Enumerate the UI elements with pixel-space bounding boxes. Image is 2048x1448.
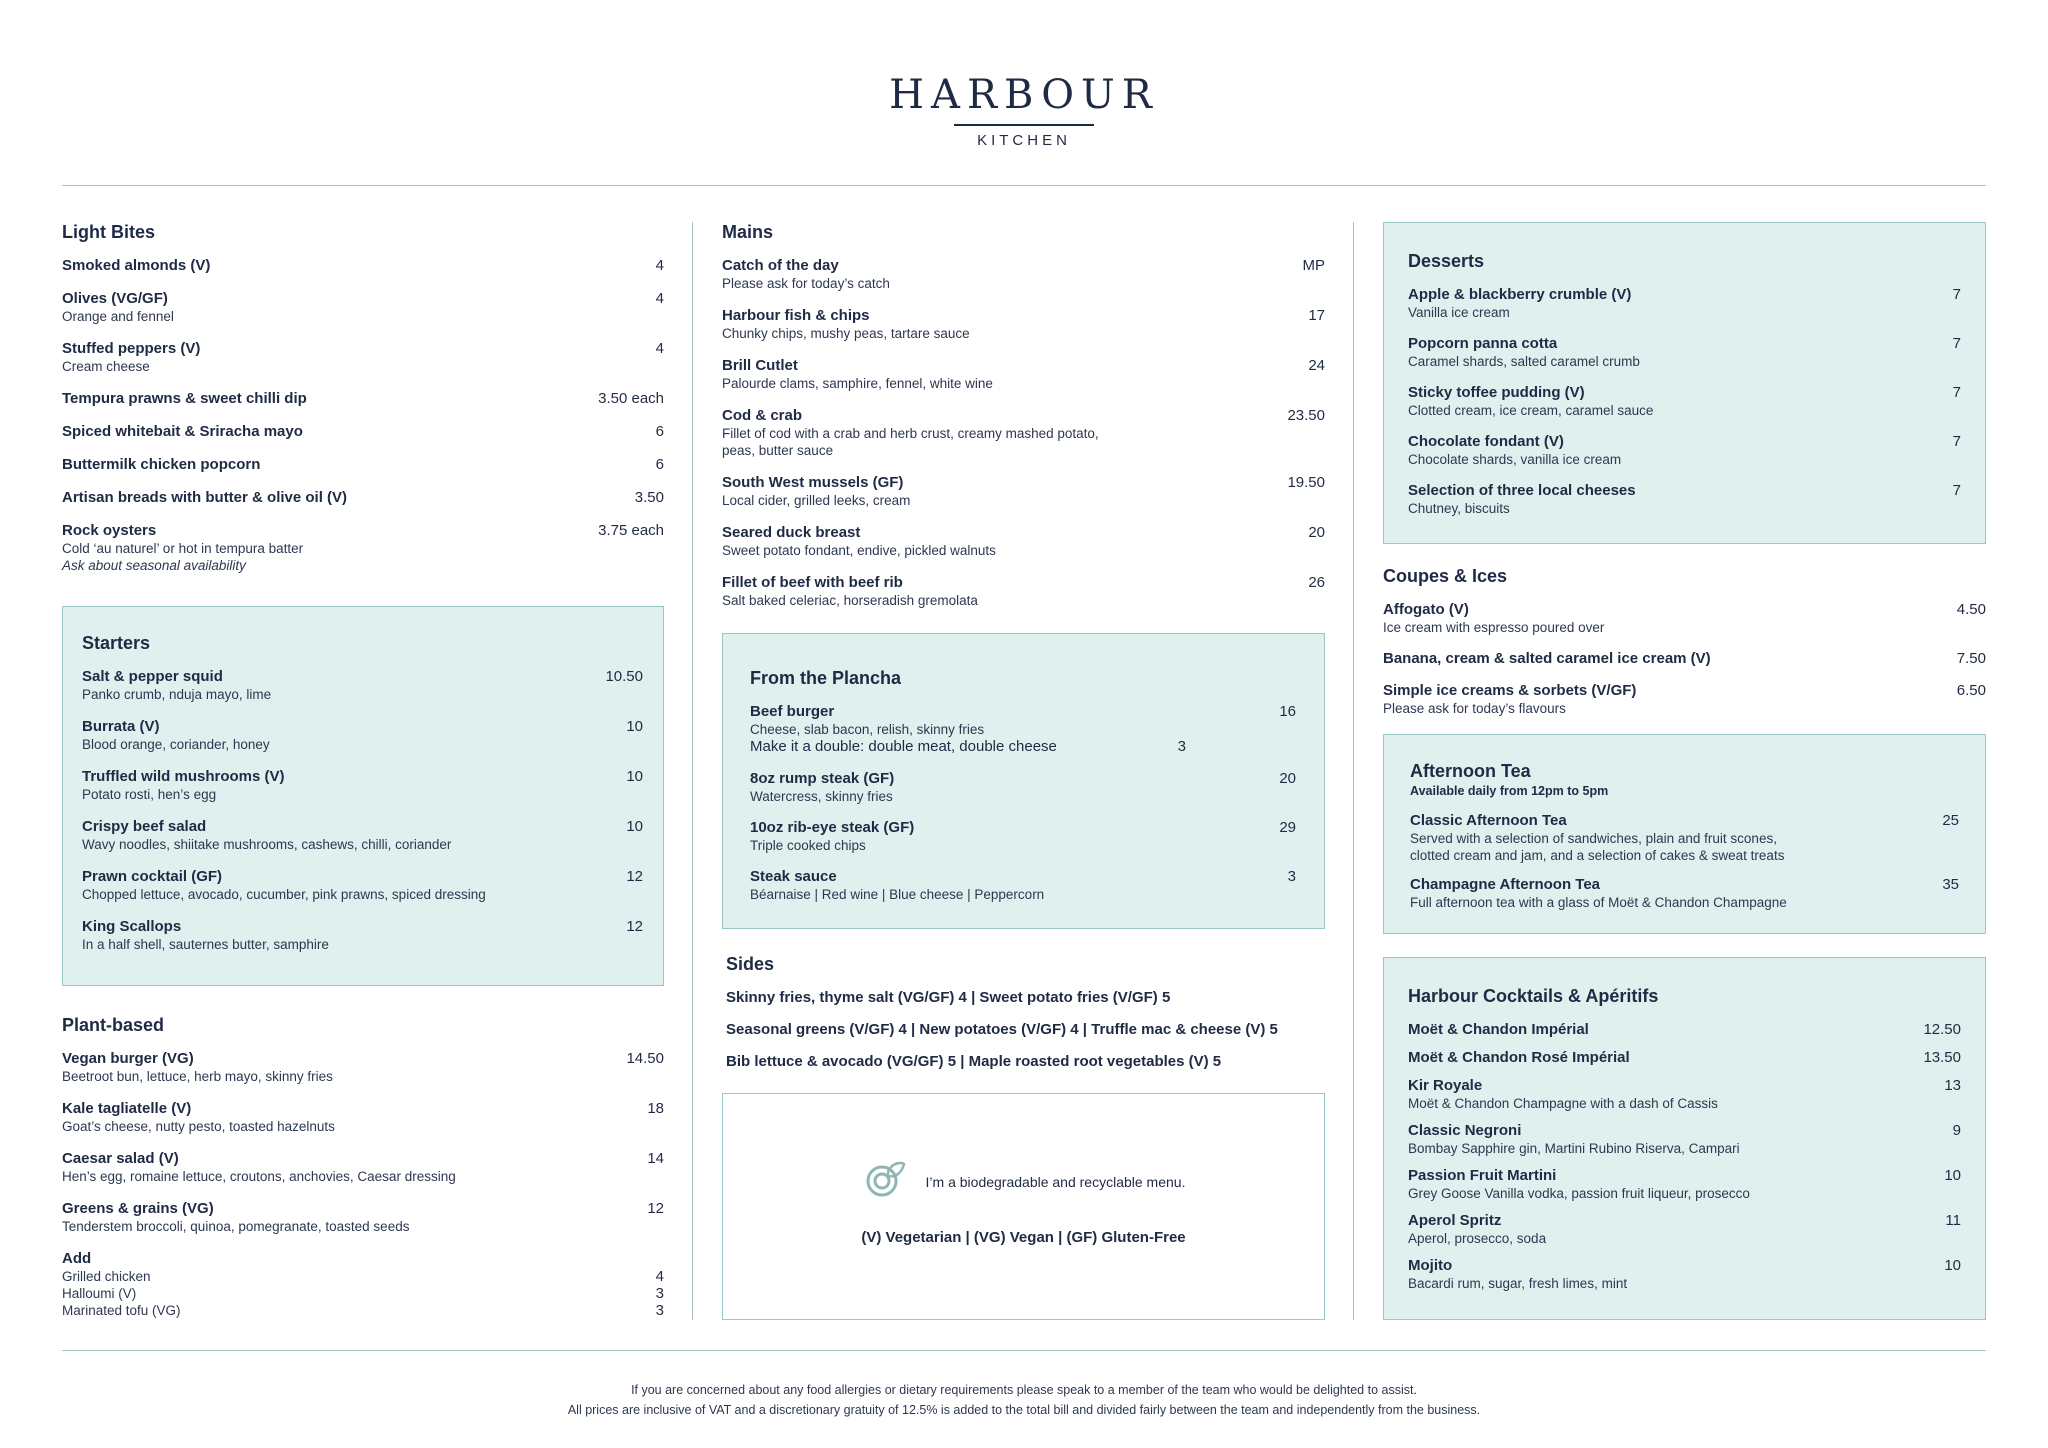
menu-item [722,524,1325,559]
item-description: Aperol, prosecco, soda [1408,1231,1547,1246]
menu-item [1383,650,1986,668]
item-price: 25 [1942,812,1959,829]
item-price: 7.50 [1956,650,1986,667]
item-description: Wavy noodles, shiitake mushrooms, cashews, chilli, coriander [82,837,452,852]
section-title: Harbour Cocktails & Apéritifs [1408,986,1659,1006]
side-line: Seasonal greens (V/GF) 4 | New potatoes (V/GF) 4 | Truffle mac & cheese (V) 5 [726,1021,1278,1038]
starters-panel [62,606,664,986]
item-description: Triple cooked chips [750,838,866,853]
brand-divider [954,124,1094,126]
mains-section [722,222,1325,624]
item-price: 13 [1944,1077,1961,1094]
item-price: 11 [1945,1212,1961,1229]
item-name: Mojito [1408,1257,1453,1274]
side-line: Skinny fries, thyme salt (VG/GF) 4 | Sweet potato fries (V/GF) 5 [726,989,1171,1006]
menu-item [722,257,1325,292]
menu-item [62,257,664,275]
item-name: King Scallops [82,918,182,935]
item-price: 29 [1279,819,1296,836]
dietary-legend: (V) Vegetarian | (VG) Vegan | (GF) Gluten-Free [861,1229,1186,1246]
item-description: Chutney, biscuits [1408,501,1510,516]
menu-item [62,423,664,441]
item-price: 12 [626,918,643,935]
top-rule [62,185,1986,186]
item-description: Caramel shards, salted caramel crumb [1408,354,1640,369]
section-title: Mains [722,222,774,242]
item-description: Clotted cream, ice cream, caramel sauce [1408,403,1654,418]
menu-item [82,718,643,753]
side-line: Bib lettuce & avocado (VG/GF) 5 | Maple roasted root vegetables (V) 5 [726,1053,1222,1070]
item-price: 16 [1279,703,1296,720]
plancha-panel [722,633,1325,929]
item-price: 13.50 [1923,1049,1961,1066]
item-name: Artisan breads with butter & olive oil (V) [62,489,348,506]
menu-item [1410,876,1959,911]
menu-item [62,456,664,474]
bottom-rule [62,1350,1986,1351]
item-price: 19.50 [1287,474,1325,491]
menu-item [750,703,1296,756]
menu-item [1408,1257,1961,1292]
item-price: 10 [626,818,643,835]
add-ons [62,1250,664,1319]
item-description: Served with a selection of sandwiches, plain and fruit scones, [1410,831,1777,846]
item-description: In a half shell, sauternes butter, samphire [82,937,329,952]
item-price: 12 [626,868,643,885]
item-description: Please ask for today’s flavours [1383,701,1566,716]
desserts-panel [1383,222,1986,544]
item-name: Stuffed peppers (V) [62,340,201,357]
pricing-note: All prices are inclusive of VAT and a discretionary gratuity of 12.5% is added to the total bill and divided fairly between the team and independently from the business. [567,1403,1481,1417]
item-name: Olives (VG/GF) [62,290,168,307]
item-price: 4 [655,290,664,307]
menu-item [1408,1077,1961,1112]
item-price: 3 [1287,868,1296,885]
menu-item [722,407,1325,459]
item-price: 17 [1308,307,1325,324]
eco-panel [722,1093,1325,1320]
menu-item [62,390,664,408]
item-name: Affogato (V) [1383,601,1469,618]
item-description: Chocolate shards, vanilla ice cream [1408,452,1622,467]
item-name: Catch of the day [722,257,839,274]
recycle-leaf-icon [862,1156,908,1207]
item-price: 35 [1942,876,1959,893]
item-description: Fillet of cod with a crab and herb crust, creamy mashed potato, [722,426,1099,441]
item-name: Tempura prawns & sweet chilli dip [62,390,307,407]
item-name: Passion Fruit Martini [1408,1167,1557,1184]
item-price: 14.50 [626,1050,664,1067]
item-name: Classic Afternoon Tea [1410,812,1567,829]
add-on-name: Marinated tofu (VG) [62,1303,181,1318]
item-price: 9 [1952,1122,1961,1139]
item-price: 12 [647,1200,664,1217]
item-description: Vanilla ice cream [1408,305,1510,320]
item-price: 20 [1308,524,1325,541]
brand-logo [0,72,2048,149]
item-name: Classic Negroni [1408,1122,1522,1139]
item-name: Truffled wild mushrooms (V) [82,768,285,785]
menu-item [1410,812,1959,864]
item-description: Tenderstem broccoli, quinoa, pomegranate, toasted seeds [62,1219,410,1234]
menu-item [82,818,643,853]
section-title: Afternoon Tea [1410,761,1531,781]
menu-item [62,340,664,375]
item-price: 18 [647,1100,664,1117]
item-description: Full afternoon tea with a glass of Moët & Chandon Champagne [1410,895,1787,910]
item-description: Please ask for today’s catch [722,276,890,291]
item-note: Ask about seasonal availability [62,558,246,573]
section-title: Desserts [1408,251,1485,271]
section-title: Light Bites [62,222,155,242]
item-price: 12.50 [1923,1021,1961,1038]
light-bites-section [62,222,664,589]
item-price: 7 [1952,335,1961,352]
item-name: Brill Cutlet [722,357,798,374]
item-price: 7 [1952,286,1961,303]
item-name: Smoked almonds (V) [62,257,211,274]
add-on-row [62,1302,664,1319]
menu-item [1408,1049,1961,1067]
menu-item [62,489,664,507]
item-description: Cream cheese [62,359,150,374]
item-price: 4.50 [1956,601,1986,618]
item-description: Palourde clams, samphire, fennel, white wine [722,376,993,391]
menu-item [1408,1167,1961,1202]
plant-based-section [62,1015,664,1319]
item-description: Goat’s cheese, nutty pesto, toasted hazelnuts [62,1119,335,1134]
menu-item [722,307,1325,342]
item-price: 6.50 [1956,682,1986,699]
menu-item [722,474,1325,509]
item-description: Ice cream with espresso poured over [1383,620,1605,635]
item-name: Champagne Afternoon Tea [1410,876,1601,893]
add-on-row [62,1268,664,1285]
item-name: Sticky toffee pudding (V) [1408,384,1585,401]
add-on-price: 3 [655,1285,664,1302]
menu-item [1383,601,1986,636]
item-description: Orange and fennel [62,309,174,324]
item-name: 8oz rump steak (GF) [750,770,895,787]
item-description: Bacardi rum, sugar, fresh limes, mint [1408,1276,1628,1291]
section-subtitle: Available daily from 12pm to 5pm [1410,784,1609,798]
item-price: 10 [626,718,643,735]
item-name: Kir Royale [1408,1077,1483,1094]
menu-item [1408,1212,1961,1247]
cocktails-panel [1383,957,1986,1320]
section-title: From the Plancha [750,668,902,688]
item-name: Kale tagliatelle (V) [62,1100,192,1117]
item-name: Vegan burger (VG) [62,1050,194,1067]
item-name: Greens & grains (VG) [62,1200,214,1217]
item-description: Sweet potato fondant, endive, pickled walnuts [722,543,996,558]
item-name: Salt & pepper squid [82,668,223,685]
item-name: Cod & crab [722,407,803,424]
item-description: Potato rosti, hen’s egg [82,787,217,802]
item-name: Buttermilk chicken popcorn [62,456,261,473]
item-description: Local cider, grilled leeks, cream [722,493,911,508]
add-on-name: Halloumi (V) [62,1286,137,1301]
item-price: 4 [655,257,664,274]
item-name: Steak sauce [750,868,837,885]
menu-item [1408,1021,1961,1039]
item-description: Bombay Sapphire gin, Martini Rubino Riserva, Campari [1408,1141,1740,1156]
item-description-continued: clotted cream and jam, and a selection of cakes & sweat treats [1410,848,1785,863]
menu-item [1383,682,1986,717]
menu-item [82,868,643,903]
item-name: Moët & Chandon Impérial [1408,1021,1589,1038]
item-name: 10oz rib-eye steak (GF) [750,819,915,836]
item-description: Cold ‘au naturel’ or hot in tempura batter [62,541,304,556]
menu-item [722,574,1325,609]
menu-item [62,1150,664,1185]
afternoon-tea-panel [1383,734,1986,934]
menu-item [62,1100,664,1135]
item-description: Cheese, slab bacon, relish, skinny fries [750,722,985,737]
item-name: Prawn cocktail (GF) [82,868,223,885]
menu-item [82,668,643,703]
menu-item [62,1200,664,1235]
item-price: 7 [1952,482,1961,499]
item-name: Beef burger [750,703,835,720]
item-name: Fillet of beef with beef rib [722,574,903,591]
item-price: 14 [647,1150,664,1167]
coupes-section [1383,566,1986,731]
section-title: Starters [82,633,151,653]
item-name: Aperol Spritz [1408,1212,1502,1229]
menu-item [750,770,1296,805]
menu-item [62,522,664,574]
item-description: Beetroot bun, lettuce, herb mayo, skinny fries [62,1069,333,1084]
item-name: South West mussels (GF) [722,474,904,491]
sides-section [726,954,1326,1085]
item-name: Seared duck breast [722,524,861,541]
menu-item [722,357,1325,392]
eco-text: I’m a biodegradable and recyclable menu. [925,1173,1186,1190]
add-on-row [62,1285,664,1302]
column-divider-1 [692,222,693,1320]
item-price: 6 [655,423,664,440]
menu-item [1408,482,1961,517]
item-price: 10 [1944,1257,1961,1274]
item-price: 3.50 [634,489,664,506]
item-price: 23.50 [1287,407,1325,424]
item-upgrade [750,738,1186,756]
item-name: Harbour fish & chips [722,307,870,324]
item-name: Apple & blackberry crumble (V) [1408,286,1632,303]
add-on-price: 3 [655,1302,664,1319]
item-price: 20 [1279,770,1296,787]
item-description: Grey Goose Vanilla vodka, passion fruit liqueur, prosecco [1408,1186,1750,1201]
add-title: Add [62,1250,92,1267]
menu-item [1408,384,1961,419]
add-on-price: 4 [655,1268,664,1285]
brand-subtitle: KITCHEN [977,132,1071,149]
upgrade-price: 3 [1177,738,1186,755]
item-description: Béarnaise | Red wine | Blue cheese | Peppercorn [750,887,1045,902]
section-title: Sides [726,954,775,974]
item-price: 7 [1952,384,1961,401]
item-description: Salt baked celeriac, horseradish gremolata [722,593,978,608]
item-description: Moët & Chandon Champagne with a dash of Cassis [1408,1096,1718,1111]
item-name: Burrata (V) [82,718,160,735]
item-description: Panko crumb, nduja mayo, lime [82,687,272,702]
allergy-note: If you are concerned about any food allergies or dietary requirements please speak to a member of the team who would be delighted to assist. [631,1383,1417,1397]
section-title: Coupes & Ices [1383,566,1508,586]
item-price: 6 [655,456,664,473]
brand-title: HARBOUR [889,72,1159,118]
menu-item [1408,1122,1961,1157]
item-name: Rock oysters [62,522,157,539]
section-title: Plant-based [62,1015,165,1035]
item-name: Popcorn panna cotta [1408,335,1558,352]
menu-item [750,868,1296,903]
item-price: MP [1302,257,1325,274]
column-divider-2 [1353,222,1354,1320]
item-name: Crispy beef salad [82,818,207,835]
menu-item [62,1050,664,1085]
item-price: 24 [1308,357,1325,374]
item-description: Watercress, skinny fries [750,789,893,804]
item-name: Moët & Chandon Rosé Impérial [1408,1049,1630,1066]
item-name: Selection of three local cheeses [1408,482,1636,499]
item-price: 3.75 each [598,522,664,539]
item-price: 4 [655,340,664,357]
menu-item [82,918,643,953]
item-description-continued: peas, butter sauce [722,443,834,458]
item-name: Simple ice creams & sorbets (V/GF) [1383,682,1637,699]
item-price: 10.50 [605,668,643,685]
upgrade-label: Make it a double: double meat, double cheese [750,738,1057,755]
menu-item [1408,335,1961,370]
item-price: 10 [626,768,643,785]
menu-item [82,768,643,803]
menu-item [750,819,1296,854]
item-description: Chunky chips, mushy peas, tartare sauce [722,326,970,341]
item-name: Banana, cream & salted caramel ice cream (V) [1383,650,1711,667]
menu-item [62,290,664,325]
item-description: Chopped lettuce, avocado, cucumber, pink prawns, spiced dressing [82,887,486,902]
add-on-name: Grilled chicken [62,1269,151,1284]
menu-item [1408,286,1961,321]
item-price: 7 [1952,433,1961,450]
item-name: Caesar salad (V) [62,1150,179,1167]
item-price: 10 [1944,1167,1961,1184]
footer-notes [0,1380,2048,1420]
item-description: Blood orange, coriander, honey [82,737,270,752]
item-name: Spiced whitebait & Sriracha mayo [62,423,303,440]
item-description: Hen’s egg, romaine lettuce, croutons, anchovies, Caesar dressing [62,1169,456,1184]
menu-item [1408,433,1961,468]
item-price: 3.50 each [598,390,664,407]
item-name: Chocolate fondant (V) [1408,433,1564,450]
item-price: 26 [1308,574,1325,591]
